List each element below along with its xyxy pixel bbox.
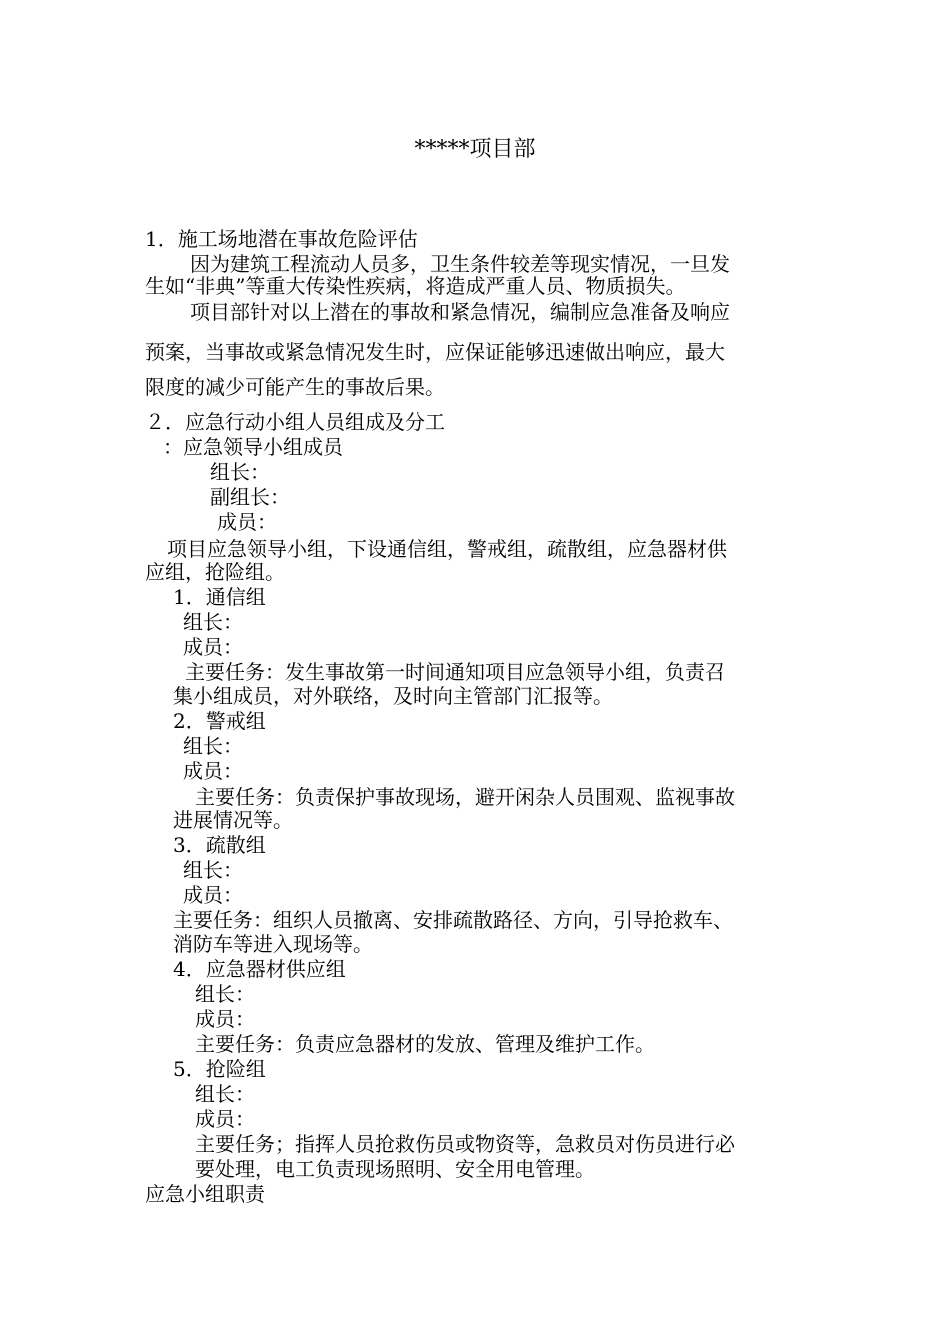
paragraph-line: 限度的减少可能产生的事故后果。 (145, 375, 445, 399)
group-task-line: 主要任务：负责保护事故现场，避开闲杂人员围观、监视事故 (195, 785, 735, 809)
paragraph-line: 因为建筑工程流动人员多，卫生条件较差等现实情况，一旦发 (190, 252, 730, 276)
group-members-label: 成员： (183, 759, 243, 783)
group-members-label: 成员： (183, 883, 243, 907)
group-heading: 2．警戒组 (173, 709, 266, 733)
section-heading-responsibilities: 应急小组职责 (145, 1182, 265, 1206)
group-leader-label: 组长： (183, 734, 243, 758)
document-title: *****项目部 (414, 137, 536, 162)
paragraph-line: 预案，当事故或紧急情况发生时，应保证能够迅速做出响应，最大 (145, 340, 725, 364)
group-heading: 3．疏散组 (173, 833, 266, 857)
paragraph-line: 项目应急领导小组，下设通信组，警戒组，疏散组，应急器材供 (167, 537, 727, 561)
group-heading: 1．通信组 (173, 585, 266, 609)
section-1-heading: 1．施工场地潜在事故危险评估 (145, 227, 418, 251)
group-leader-label: 组长： (195, 1082, 255, 1106)
group-task-line: 主要任务：负责应急器材的发放、管理及维护工作。 (195, 1032, 655, 1056)
group-members-label: 成员： (195, 1007, 255, 1031)
group-leader-label: 组长： (183, 610, 243, 634)
group-task-line: 主要任务；指挥人员抢救伤员或物资等，急救员对伤员进行必 (195, 1132, 735, 1156)
subsection-heading: ：应急领导小组成员 (163, 435, 343, 459)
group-leader-label: 组长： (183, 858, 243, 882)
group-task-line: 集小组成员，对外联络，及时向主管部门汇报等。 (173, 684, 613, 708)
paragraph-line: 项目部针对以上潜在的事故和紧急情况，编制应急准备及响应 (190, 300, 730, 324)
group-task-line: 主要任务：发生事故第一时间通知项目应急领导小组，负责召 (185, 660, 725, 684)
group-leader-label: 组长： (195, 982, 255, 1006)
group-heading: 5．抢险组 (173, 1057, 266, 1081)
group-task-line: 进展情况等。 (173, 808, 293, 832)
paragraph-line: 生如“非典”等重大传染性疾病，将造成严重人员、物质损失。 (145, 274, 686, 298)
deputy-leader-label: 副组长： (210, 485, 290, 509)
leader-label: 组长： (210, 460, 270, 484)
group-task-line: 主要任务：组织人员撤离、安排疏散路径、方向，引导抢救车、 (173, 908, 733, 932)
group-heading: 4．应急器材供应组 (173, 957, 346, 981)
members-label: 成员： (217, 510, 277, 534)
section-2-heading: ２．应急行动小组人员组成及分工 (145, 410, 445, 434)
group-task-line: 消防车等进入现场等。 (173, 932, 373, 956)
group-members-label: 成员： (183, 635, 243, 659)
paragraph-line: 应组，抢险组。 (145, 560, 285, 584)
group-task-line: 要处理，电工负责现场照明、安全用电管理。 (195, 1157, 595, 1181)
group-members-label: 成员： (195, 1107, 255, 1131)
